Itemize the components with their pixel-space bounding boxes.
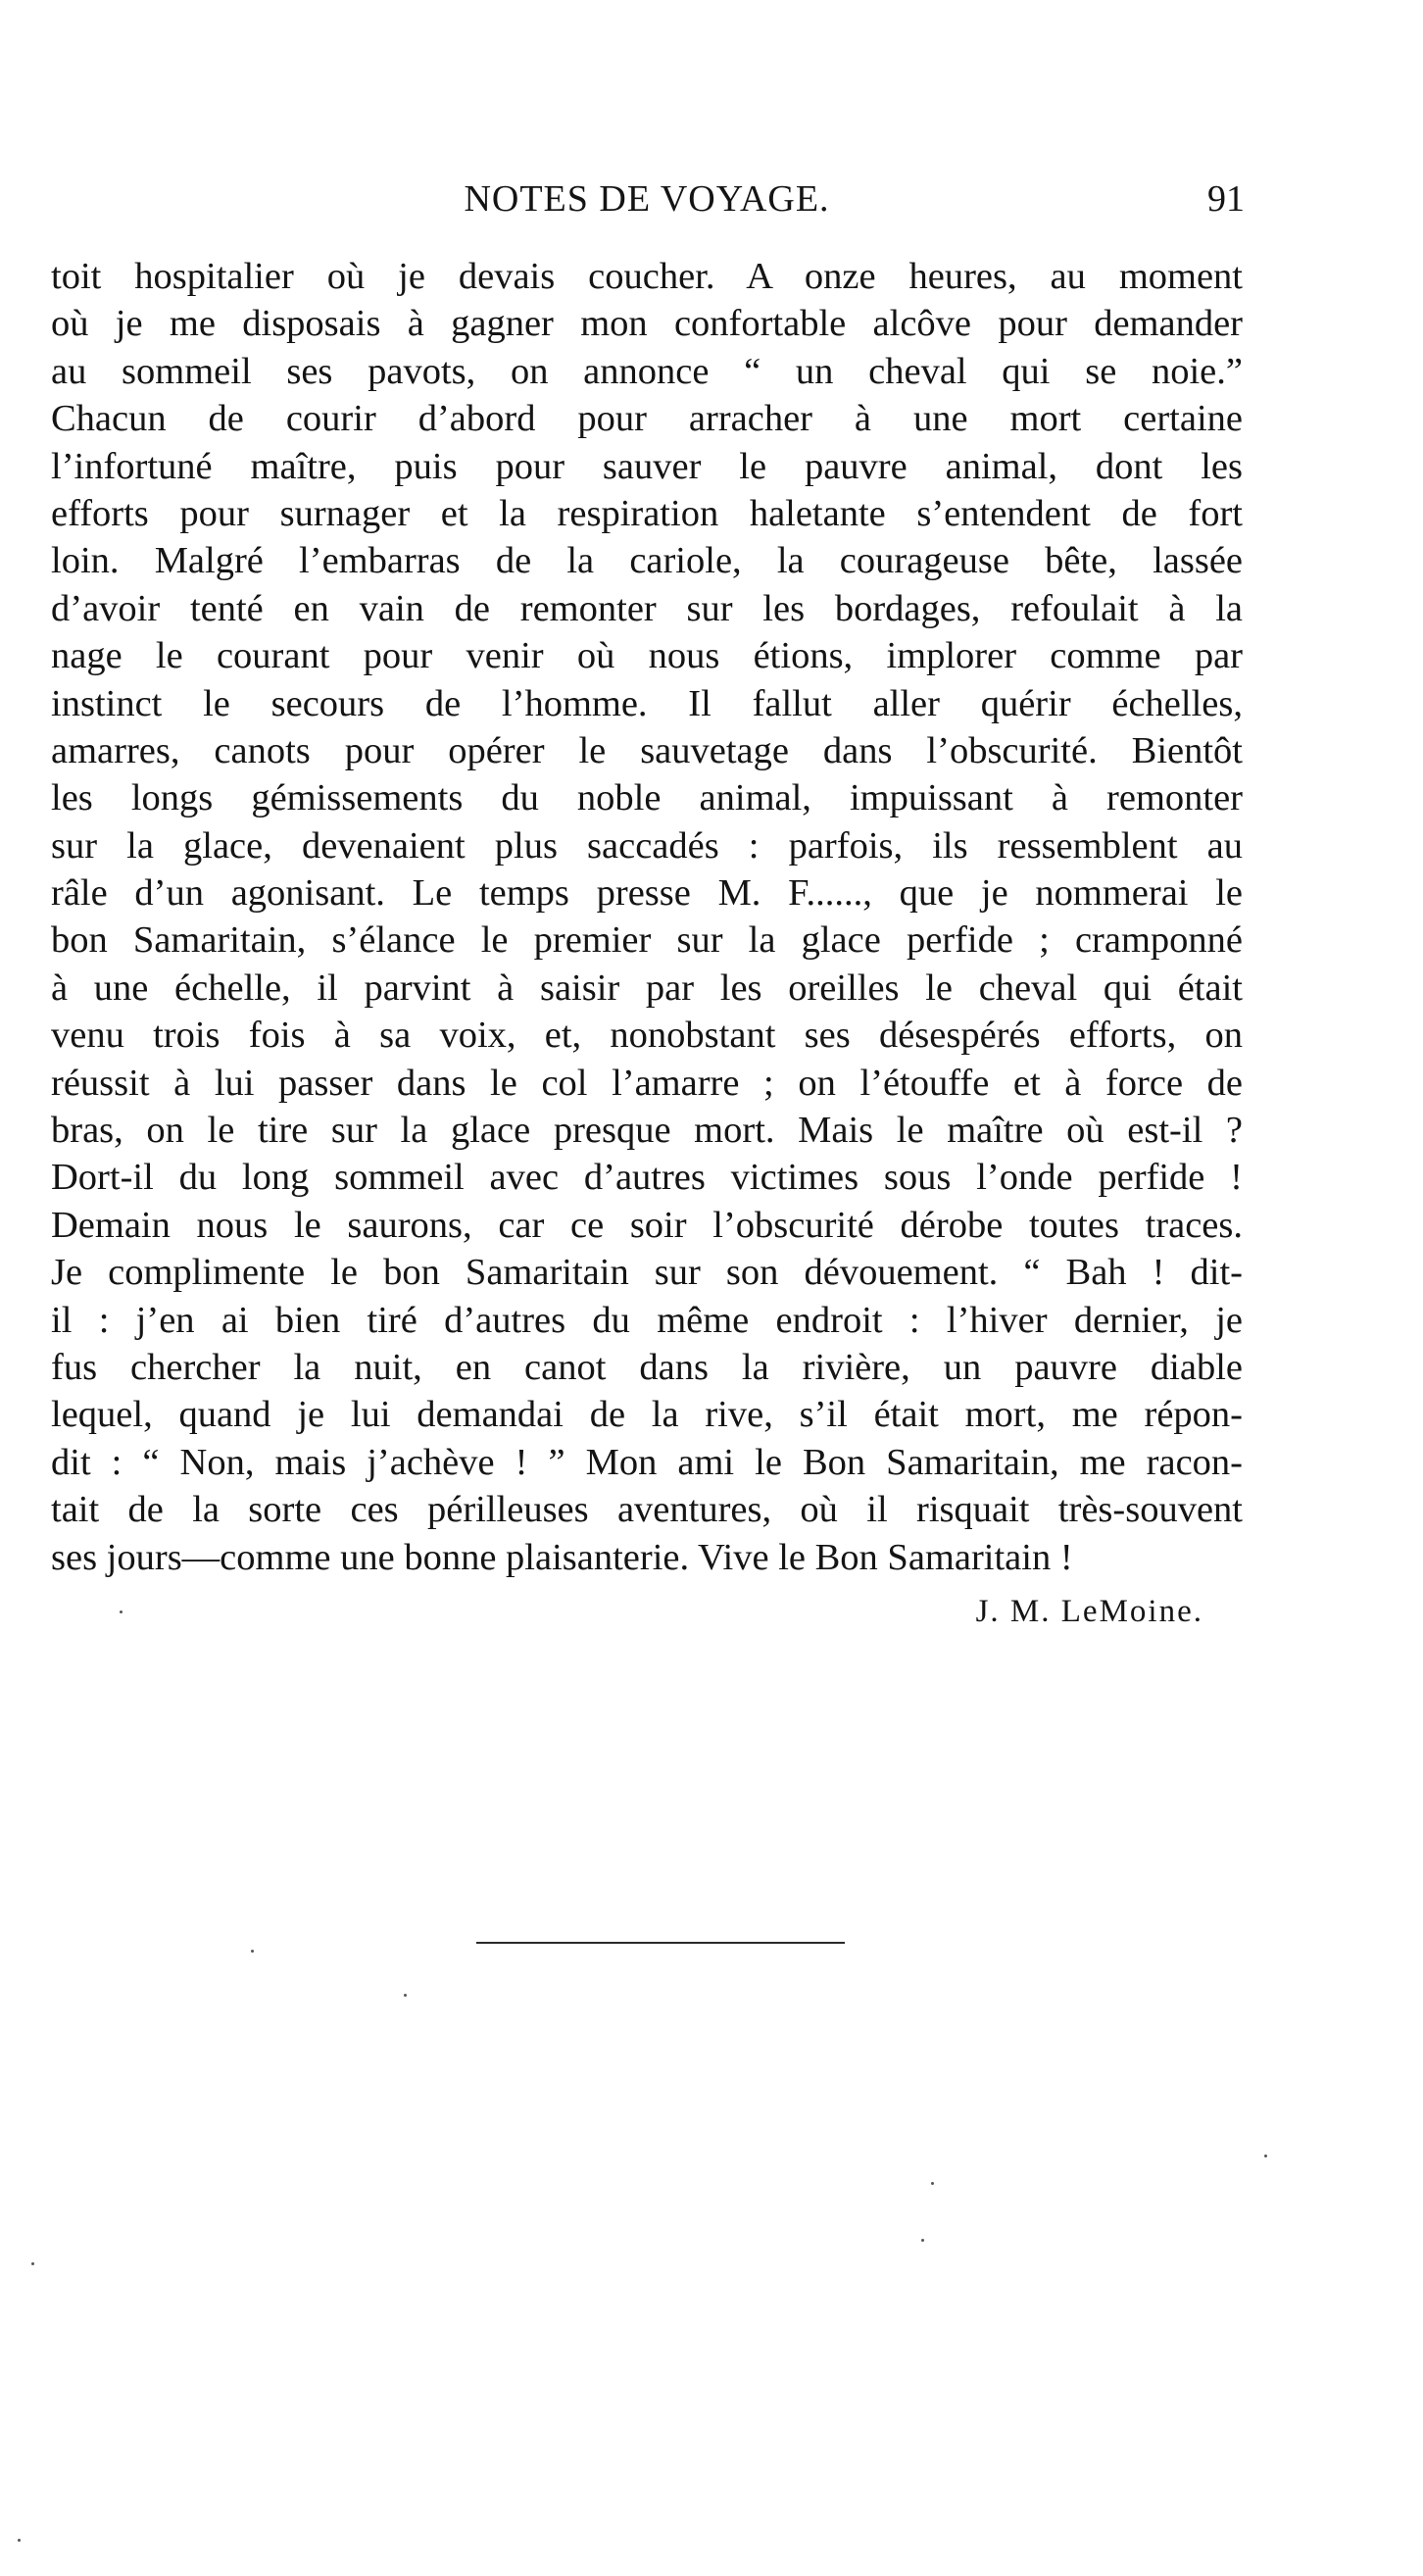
print-speck [1264, 2155, 1267, 2157]
text-line: Dort-il du long sommeil avec d’autres victimes sous l’onde perfide ! [51, 1157, 1243, 1199]
body-text [51, 253, 1243, 1581]
text-line: venu trois fois à sa voix, et, nonobstant ses désespérés efforts, on [51, 1015, 1243, 1057]
print-speck [251, 1950, 254, 1953]
text-line: amarres, canots pour opérer le sauvetage dans l’obscurité. Bientôt [51, 729, 1243, 771]
section-rule [476, 1942, 845, 1944]
text-line: lequel, quand je lui demandai de la rive, s’il était mort, me répon- [51, 1394, 1243, 1436]
text-line: il : j’en ai bien tiré d’autres du même endroit : l’hiver dernier, je [51, 1299, 1243, 1341]
print-speck [120, 1610, 123, 1613]
print-speck [931, 2182, 934, 2185]
text-line: l’infortuné maître, puis pour sauver le pauvre animal, dont les [51, 445, 1243, 487]
text-line: bras, on le tire sur la glace presque mort. Mais le maître où est-il ? [51, 1110, 1243, 1152]
print-speck [404, 1994, 407, 1997]
text-line: râle d’un agonisant. Le temps presse M. F......, que je nommerai le [51, 872, 1243, 915]
text-line: fus chercher la nuit, en canot dans la rivière, un pauvre diable [51, 1346, 1243, 1388]
print-speck [18, 2539, 21, 2542]
print-speck [921, 2239, 924, 2242]
text-line: à une échelle, il parvint à saisir par les oreilles le cheval qui était [51, 966, 1243, 1009]
text-line: sur la glace, devenaient plus saccadés : parfois, ils ressemblent au [51, 824, 1243, 867]
text-line: nage le courant pour venir où nous étions, implorer comme par [51, 635, 1243, 677]
page-number: 91 [1207, 178, 1245, 220]
text-line: bon Samaritain, s’élance le premier sur la glace perfide ; cramponné [51, 919, 1243, 962]
text-line: tait de la sorte ces périlleuses aventures, où il risquait très-souvent [51, 1489, 1243, 1531]
text-line: toit hospitalier où je devais coucher. A onze heures, au moment [51, 256, 1243, 297]
text-line: ses jours—comme une bonne plaisanterie. Vive le Bon Samaritain ! [51, 1536, 1073, 1578]
running-head [49, 174, 1245, 223]
text-line: où je me disposais à gagner mon confortable alcôve pour demander [51, 303, 1243, 345]
text-line: instinct le secours de l’homme. Il fallut aller quérir échelles, [51, 682, 1243, 724]
text-line: au sommeil ses pavots, on annonce “ un cheval qui se noie.” [51, 350, 1243, 392]
text-line: les longs gémissements du noble animal, impuissant à remonter [51, 777, 1243, 819]
text-line: réussit à lui passer dans le col l’amarre ; on l’étouffe et à force de [51, 1062, 1243, 1104]
text-line: d’avoir tenté en vain de remonter sur les bordages, refoulait à la [51, 587, 1243, 629]
text-line: Je complimente le bon Samaritain sur son dévouement. “ Bah ! dit- [51, 1252, 1243, 1294]
text-line: efforts pour surnager et la respiration haletante s’entendent de fort [51, 492, 1243, 534]
text-line: dit : “ Non, mais j’achève ! ” Mon ami le Bon Samaritain, me racon- [51, 1441, 1243, 1483]
author-signature: J. M. LeMoine. [975, 1594, 1203, 1629]
running-title: NOTES DE VOYAGE. [464, 178, 830, 220]
print-speck [31, 2262, 34, 2265]
text-line: Chacun de courir d’abord pour arracher à une mort certaine [51, 398, 1243, 440]
text-line: Demain nous le saurons, car ce soir l’obscurité dérobe toutes traces. [51, 1204, 1243, 1246]
text-line: loin. Malgré l’embarras de la cariole, la courageuse bête, lassée [51, 540, 1243, 582]
